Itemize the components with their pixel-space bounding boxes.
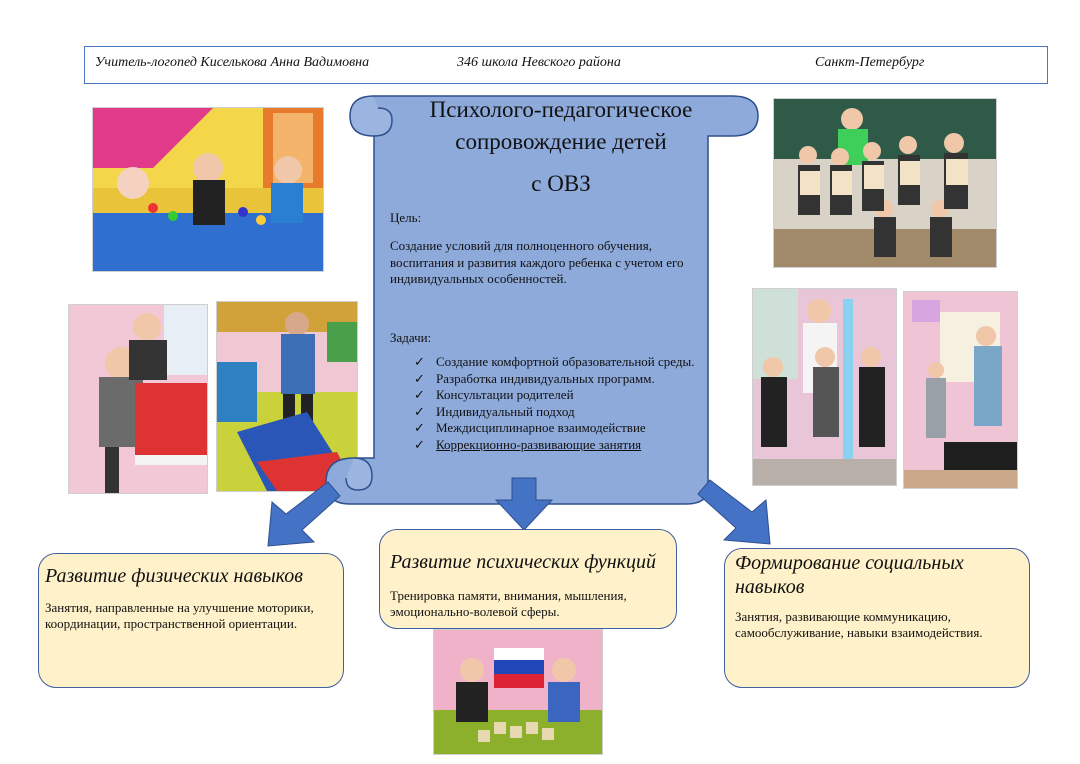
arrow-down-right-icon [696, 476, 776, 548]
box-social-skills [724, 548, 1030, 688]
photo-group-certificates [773, 98, 997, 268]
teacher-boys-image [753, 289, 896, 485]
cubes-image [434, 630, 602, 754]
scroll-title-line1: Психолого-педагогическое [429, 97, 693, 122]
task-item: ✓ Консультации родителей [414, 387, 574, 402]
task-item: ✓ Коррекционно-развивающие занятия [414, 436, 642, 452]
check-icon: ✓ [414, 420, 425, 435]
social-skills-title: Формирование социальных навыков [735, 552, 964, 598]
task-item: ✓ Индивидуальный подход [414, 403, 575, 419]
ball-pit-image [93, 108, 323, 271]
mental-functions-title: Развитие психических функций [390, 551, 656, 573]
box-mental-functions [379, 529, 677, 629]
goal-label: Цель: [390, 210, 422, 225]
photo-ball-pit [92, 107, 324, 272]
physical-skills-text: Занятия, направленные на улучшение моторики, координации, пространственной ориентации. [45, 600, 314, 631]
header-bar [84, 46, 1048, 84]
group-certificates-image [774, 99, 996, 267]
tasks-list [414, 354, 714, 453]
sensory-table-image [69, 305, 207, 493]
check-icon: ✓ [414, 354, 425, 369]
mental-functions-text: Тренировка памяти, внимания, мышления, эмоционально-волевой сферы. [390, 588, 627, 619]
arrow-down-left-icon [262, 478, 342, 550]
classroom-wall-image [904, 292, 1017, 488]
task-item: ✓ Создание комфортной образовательной среды. [414, 354, 695, 369]
check-icon: ✓ [414, 370, 425, 386]
central-scroll [320, 90, 762, 508]
photo-classroom-wall [903, 291, 1018, 489]
photo-sensory-table [68, 304, 208, 494]
city-name: Санкт-Петербург [815, 55, 925, 70]
arrow-down-icon [492, 476, 556, 532]
teacher-name: Учитель-логопед Киселькова Анна Вадимовна [95, 55, 370, 70]
physical-skills-title: Развитие физических навыков [45, 565, 303, 587]
tasks-label: Задачи: [390, 330, 432, 345]
photo-cubes [433, 629, 603, 755]
check-icon: ✓ [414, 403, 425, 419]
scroll-title-line3: с ОВЗ [531, 171, 591, 196]
task-item: ✓ Разработка индивидуальных программ. [414, 370, 655, 386]
school-name: 346 школа Невского района [457, 55, 621, 70]
scroll-title-line2: сопровождение детей [455, 129, 667, 154]
check-icon: ✓ [414, 436, 425, 452]
social-skills-text: Занятия, развивающие коммуникацию, самообслуживание, навыки взаимодействия. [735, 609, 983, 640]
task-item: ✓ Междисциплинарное взаимодействие [414, 420, 646, 435]
box-physical-skills [38, 553, 344, 688]
check-icon: ✓ [414, 387, 425, 402]
photo-teacher-boys [752, 288, 897, 486]
goal-text: Создание условий для полноценного обучения, воспитания и развития каждого ребенка с учетом его индивидуальных особенностей. [390, 238, 684, 286]
